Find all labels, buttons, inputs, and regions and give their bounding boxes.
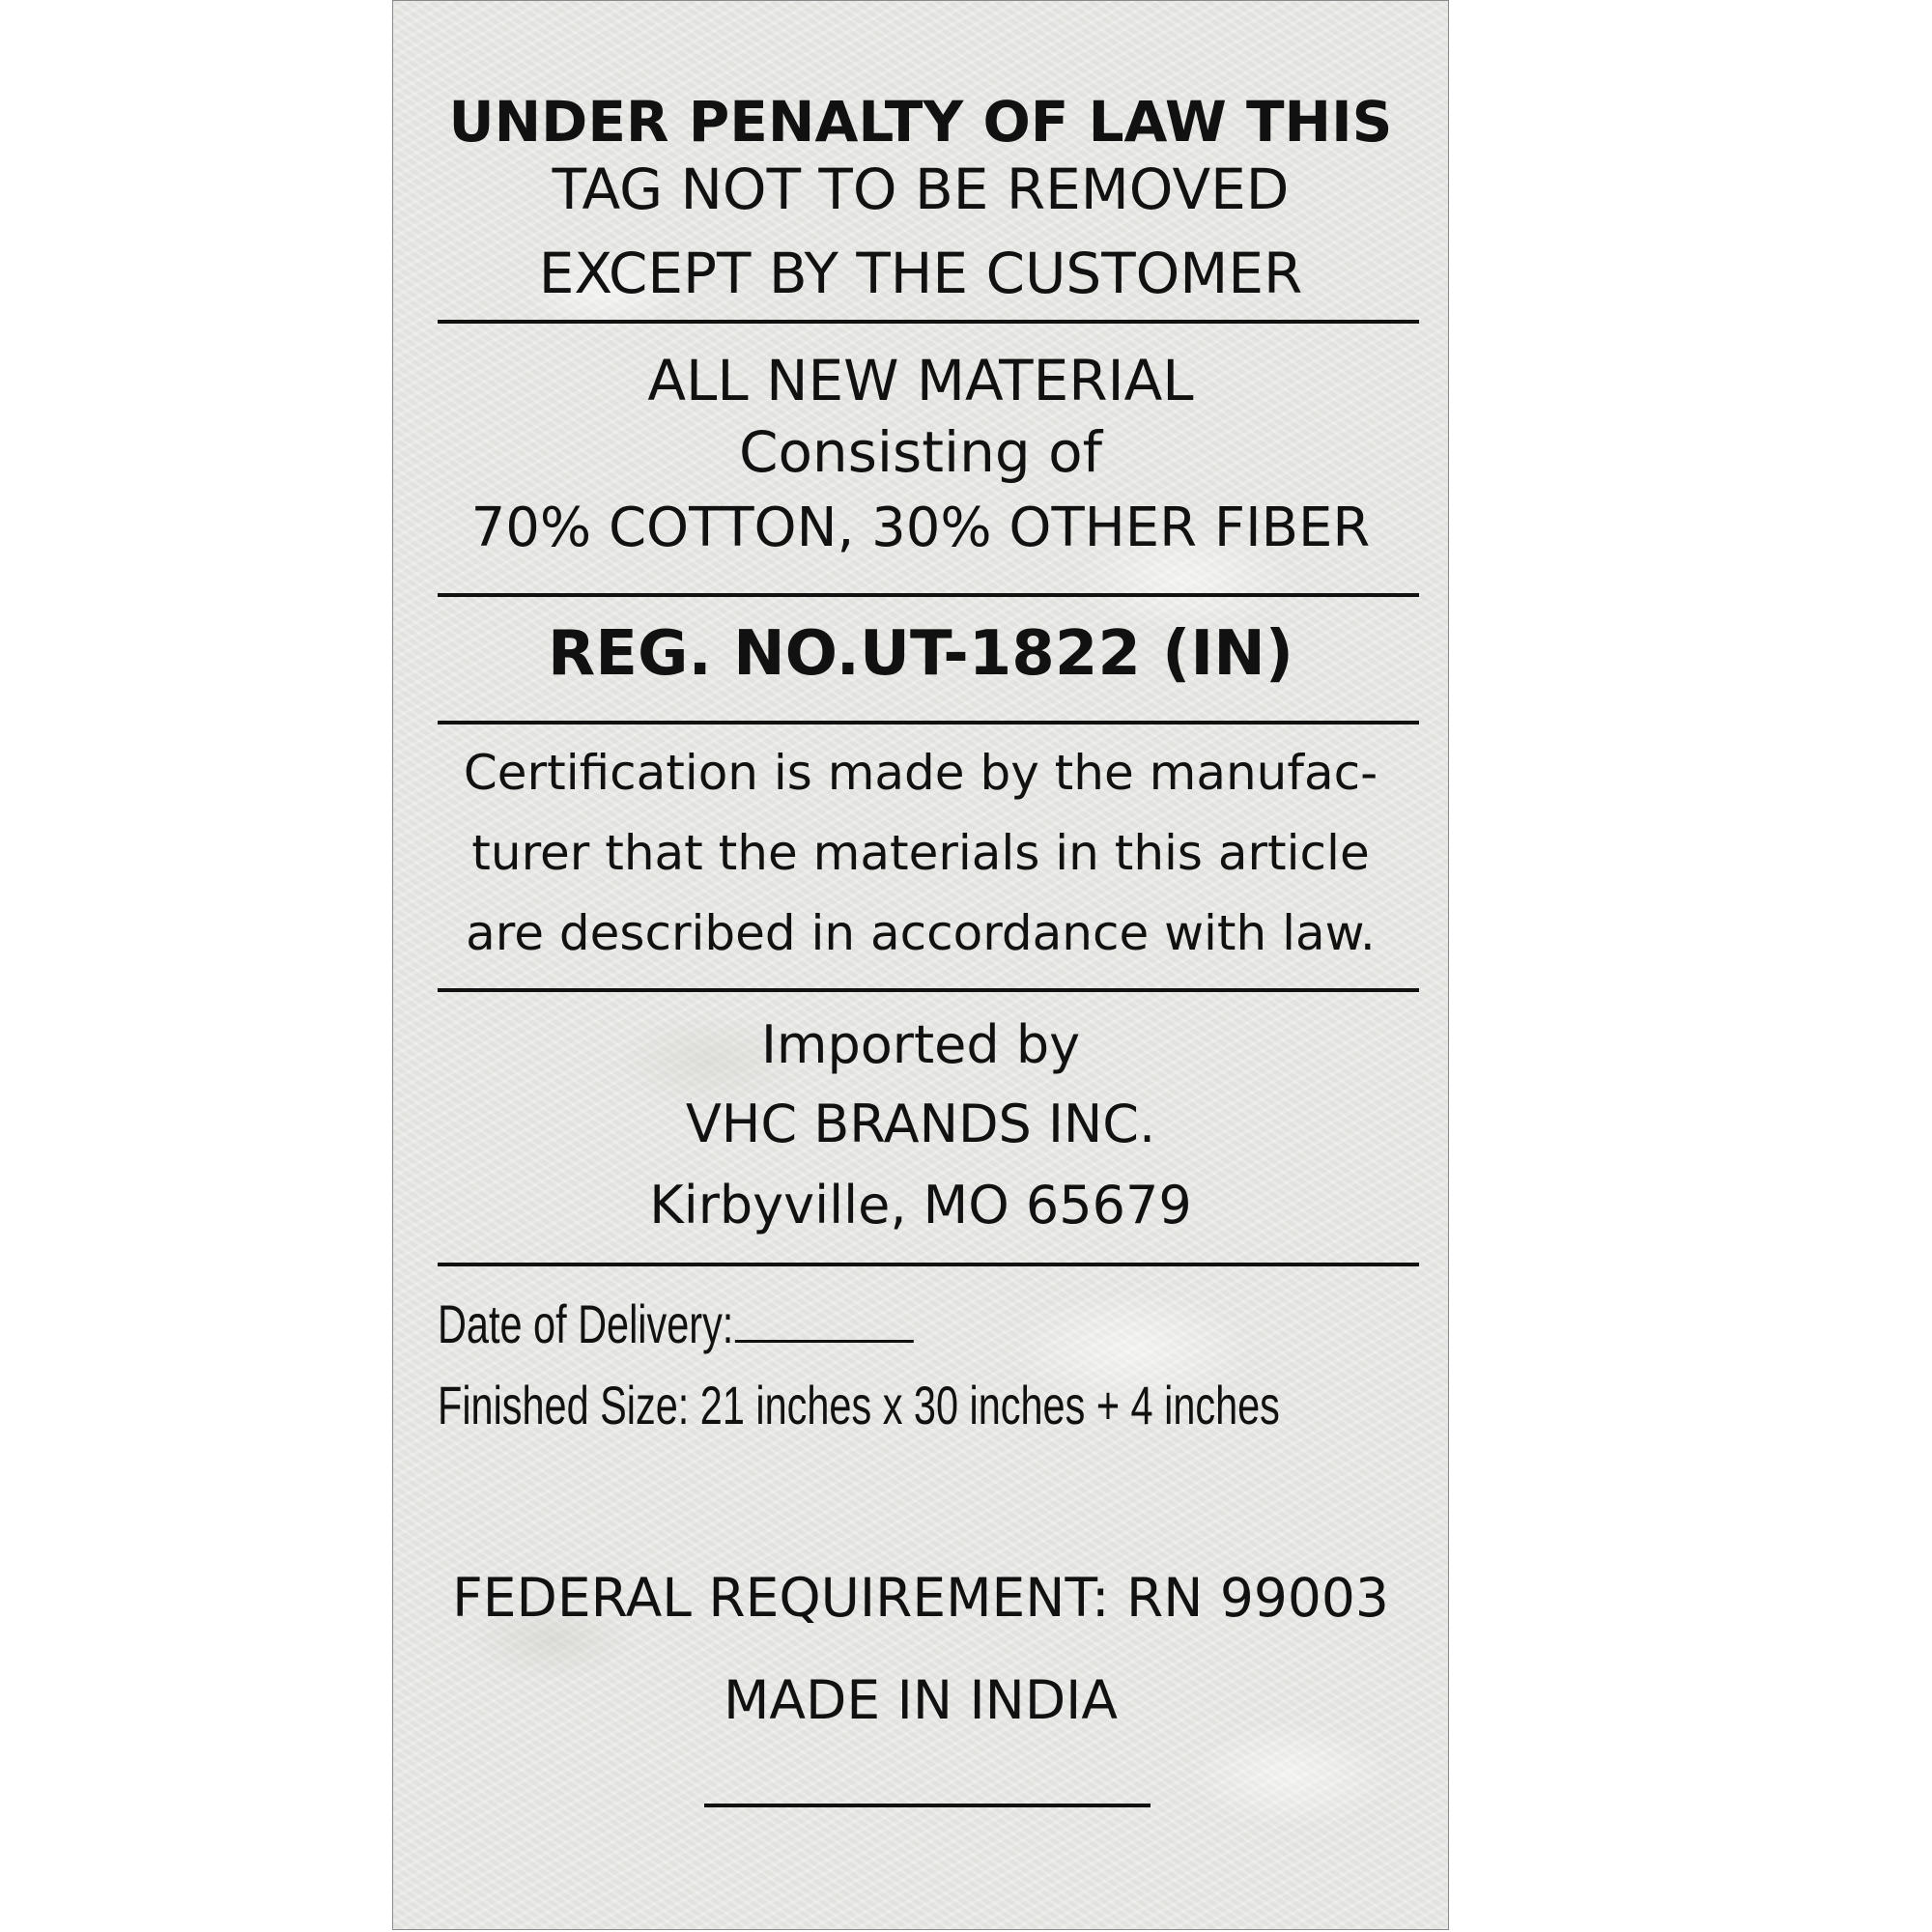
importer-address: Kirbyville, MO 65679 <box>649 1175 1192 1236</box>
law-tag <box>392 0 1449 1930</box>
signature-line <box>704 1804 1151 1807</box>
divider-rule <box>438 593 1419 597</box>
certification-line-3: are described in accordance with law. <box>466 905 1376 961</box>
divider-rule <box>438 320 1419 324</box>
registration-number: REG. NO.UT-1822 (IN) <box>547 618 1294 690</box>
importer-company: VHC BRANDS INC. <box>685 1094 1156 1154</box>
country-of-origin: MADE IN INDIA <box>723 1669 1119 1731</box>
material-line-1: ALL NEW MATERIAL <box>647 348 1194 413</box>
finished-size: Finished Size: 21 inches x 30 inches + 4 inches <box>438 1375 1280 1435</box>
delivery-date-row <box>438 1293 914 1354</box>
delivery-date-label: Date of Delivery: <box>438 1293 734 1354</box>
material-line-2: Consisting of <box>738 419 1103 485</box>
divider-rule <box>438 721 1419 724</box>
warning-line-3: EXCEPT BY THE CUSTOMER <box>538 241 1303 306</box>
federal-requirement: FEDERAL REQUIREMENT: RN 99003 <box>452 1567 1389 1629</box>
delivery-date-blank <box>735 1301 914 1343</box>
certification-line-1: Certification is made by the manufac- <box>463 745 1378 801</box>
certification-line-2: turer that the materials in this article <box>471 825 1370 881</box>
material-composition: 70% COTTON, 30% OTHER FIBER <box>470 497 1371 559</box>
divider-rule <box>438 988 1419 992</box>
divider-rule <box>438 1263 1419 1266</box>
importer-label: Imported by <box>760 1014 1081 1075</box>
warning-line-1: UNDER PENALTY OF LAW THIS <box>448 89 1393 155</box>
warning-line-2: TAG NOT TO BE REMOVED <box>552 156 1290 222</box>
